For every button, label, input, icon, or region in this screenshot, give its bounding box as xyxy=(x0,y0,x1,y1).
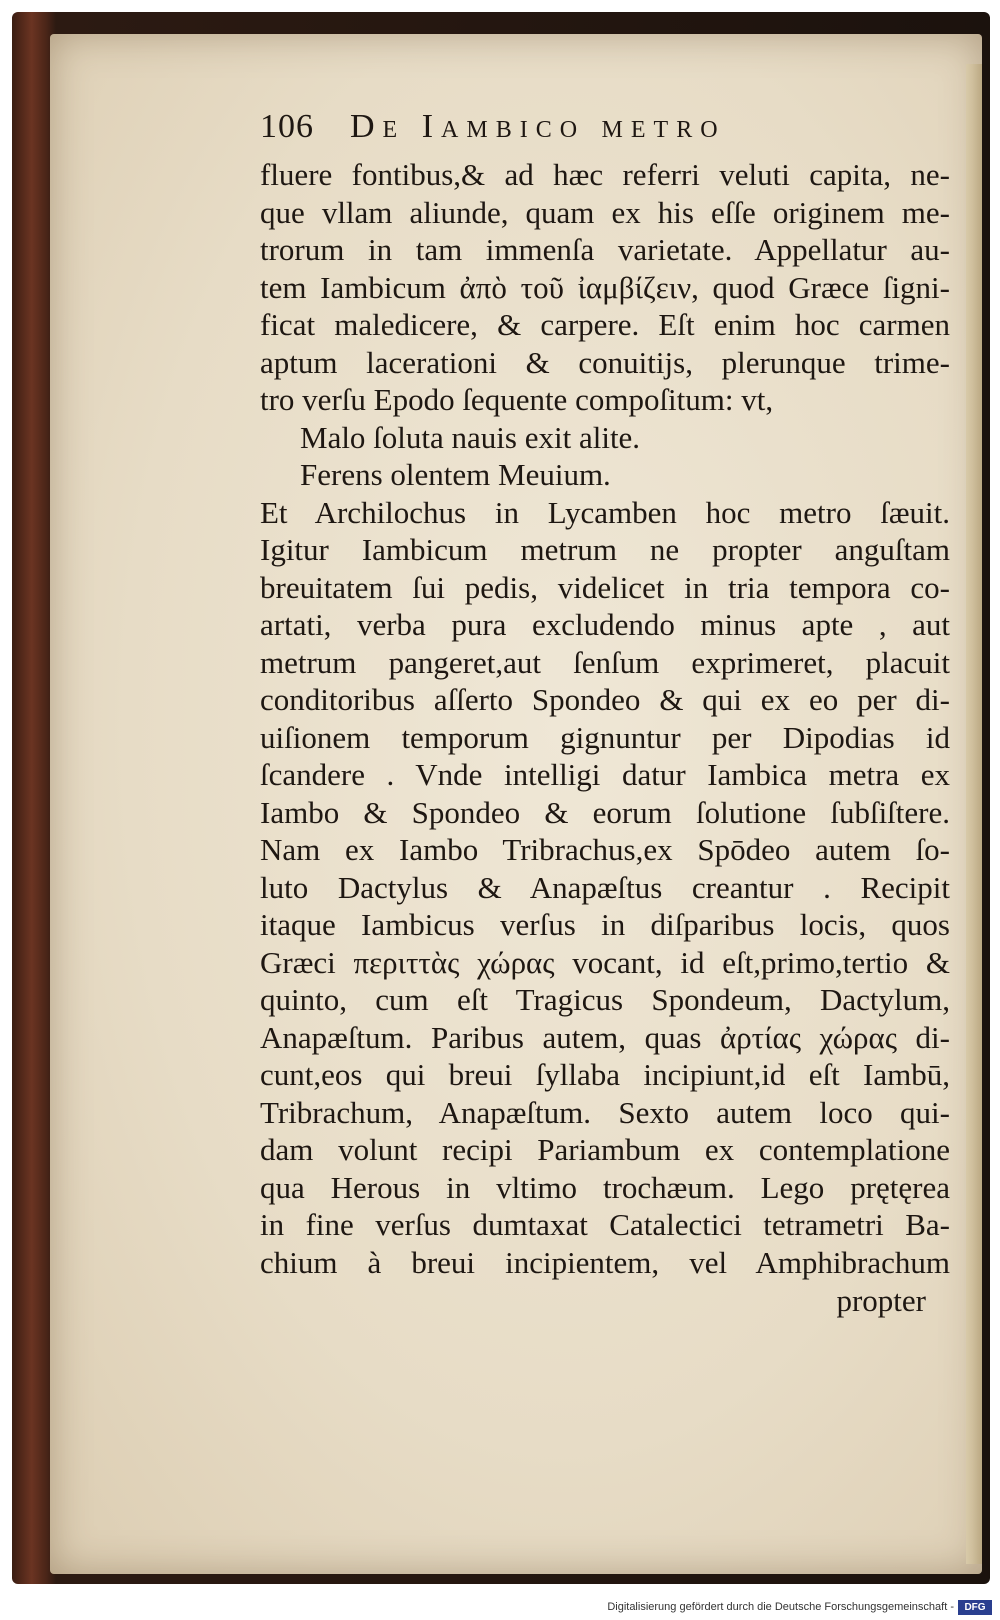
text-line: Nam ex Iambo Tribrachus,ex Spōdeo autem ſo- xyxy=(260,832,950,867)
text-line: itaque Iambicus verſus in diſparibus locis, quos xyxy=(260,907,950,942)
text-line: ſcandere . Vnde intelligi datur Iambica metra ex xyxy=(260,757,950,792)
text-line: breuitatem ſui pedis, videlicet in tria tempora co- xyxy=(260,569,950,605)
text-line: que vllam aliunde, quam ex his eſſe originem me- xyxy=(260,194,950,230)
text-line: fluere fontibus,& ad hæc referri veluti capita, ne- xyxy=(260,157,950,192)
text-line: in fine verſus dumtaxat Catalectici tetrametri Ba- xyxy=(260,1207,950,1242)
text-line: artati, verba pura excludendo minus apte , aut xyxy=(260,607,950,642)
verse-line: Malo ſoluta nauis exit alite. xyxy=(300,419,641,455)
text-line: Anapæſtum. Paribus autem, quas ἀρτίας χώρας di- xyxy=(260,1019,950,1055)
text-block xyxy=(260,108,950,1321)
text-line: Græci περιττὰς χώρας vocant, id eſt,primo,tertio & xyxy=(260,944,950,980)
text-line: chium à breui incipientem, vel Amphibrachum xyxy=(260,1244,950,1280)
page-edge xyxy=(966,64,982,1564)
text-line: dam volunt recipi Pariambum ex contemplatione xyxy=(260,1132,950,1167)
text-line: Iambo & Spondeo & eorum ſolutione ſubſiſtere. xyxy=(260,794,950,830)
dfg-logo: DFG xyxy=(958,1600,992,1615)
text-line: tro verſu Epodo ſequente compoſitum: vt, xyxy=(260,382,774,417)
funding-credit: Digitalisierung gefördert durch die Deutsche Forschungsgemeinschaft - xyxy=(607,1601,954,1613)
text-line: cunt,eos qui breui ſyllaba incipiunt,id eſt Iambū, xyxy=(260,1057,950,1092)
text-line: ficat maledicere, & carpere. Eſt enim hoc carmen xyxy=(260,307,950,342)
text-line: conditoribus aſſerto Spondeo & qui ex eo per di- xyxy=(260,682,950,717)
text-line: metrum pangeret,aut ſenſum exprimeret, placuit xyxy=(260,644,950,680)
text-line: uiſionem temporum gignuntur per Dipodias id xyxy=(260,719,950,755)
verse-line: Ferens olentem Meuium. xyxy=(300,457,611,492)
text-line: tem Iambicum ἀπὸ τοῦ ἰαμβίζειν, quod Græce ſigni- xyxy=(260,269,950,305)
text-line: trorum in tam immenſa varietate. Appellatur au- xyxy=(260,232,950,267)
text-line: qua Herous in vltimo trochæum. Lego prętęrea xyxy=(260,1169,950,1205)
page-number: 106 xyxy=(260,108,314,145)
text-line: Et Archilochus in Lycamben hoc metro ſæuit. xyxy=(260,494,950,530)
footer-bar xyxy=(0,1597,1000,1620)
text-line: luto Dactylus & Anapæſtus creantur . Recipit xyxy=(260,869,950,905)
running-title: De Iambico metro xyxy=(350,108,726,145)
running-header xyxy=(260,108,950,156)
text-line: Igitur Iambicum metrum ne propter anguſtam xyxy=(260,532,950,567)
text-line: Tribrachum, Anapæſtum. Sexto autem loco qui- xyxy=(260,1094,950,1130)
catchword: propter xyxy=(836,1283,926,1318)
text-line: quinto, cum eſt Tragicus Spondeum, Dactylum, xyxy=(260,982,950,1017)
text-line: aptum lacerationi & conuitijs, plerunque trime- xyxy=(260,344,950,380)
